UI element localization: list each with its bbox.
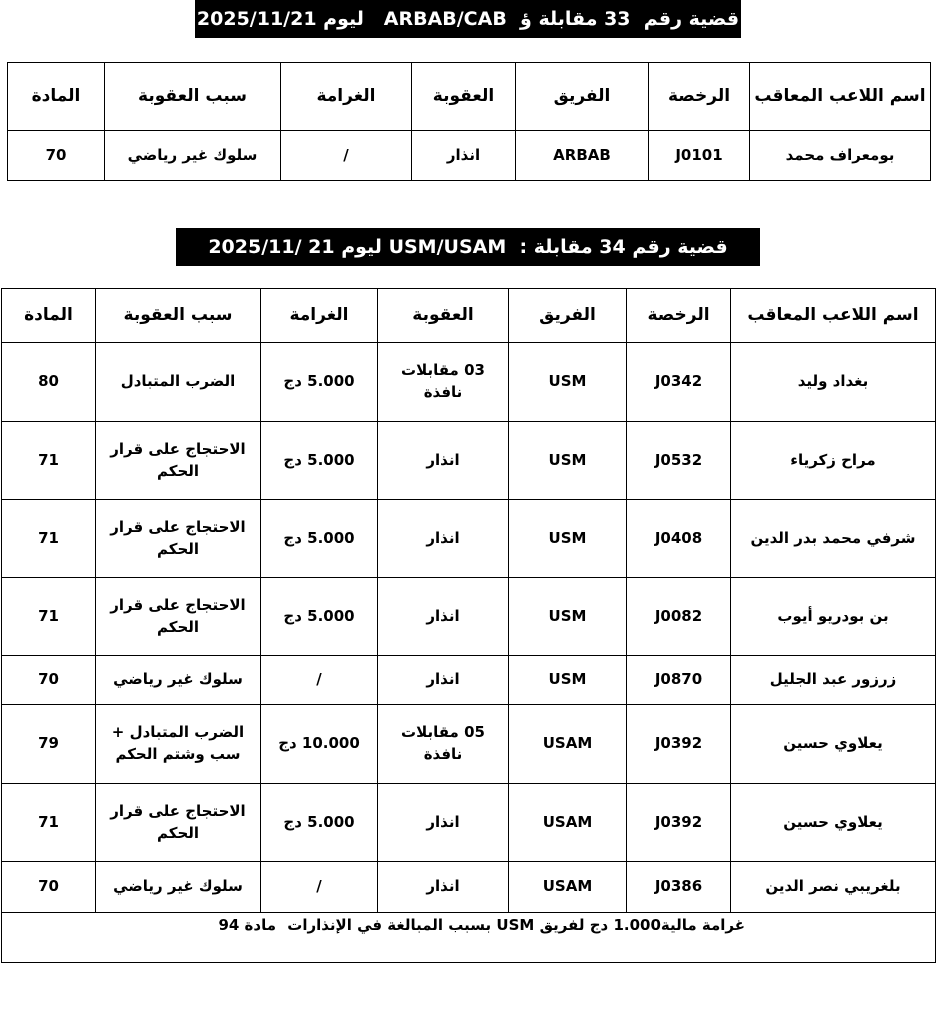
cell-reason: الاحتجاج على قرار الحكم (96, 500, 261, 578)
table-row (2, 784, 936, 862)
cell-fine: 10.000 دج (261, 705, 378, 784)
cell-team: USM (509, 656, 627, 705)
cell-sanction: انذار (378, 578, 509, 656)
header-team: الفريق (516, 63, 649, 131)
cell-article: 71 (2, 500, 96, 578)
cell-license: J0101 (649, 131, 750, 181)
table-header-row (2, 289, 936, 343)
cell-article: 70 (2, 862, 96, 913)
table-row (2, 500, 936, 578)
cell-team: USM (509, 343, 627, 422)
cell-fine: / (261, 656, 378, 705)
cell-team: USM (509, 578, 627, 656)
cell-license: J0392 (627, 705, 731, 784)
header-player-name: اسم اللاعب المعاقب (750, 63, 931, 131)
cell-player-name: بومعراف محمد (750, 131, 931, 181)
header-sanction: العقوبة (412, 63, 516, 131)
cell-license: J0408 (627, 500, 731, 578)
cell-license: J0342 (627, 343, 731, 422)
cell-sanction: انذار (378, 422, 509, 500)
header-sanction: العقوبة (378, 289, 509, 343)
cell-fine: 5.000 دج (261, 784, 378, 862)
table-row (2, 422, 936, 500)
cell-reason: سلوك غير رياضي (105, 131, 281, 181)
cell-team: USAM (509, 784, 627, 862)
case-34-table (1, 288, 936, 963)
cell-sanction: 05 مقابلات نافذة (378, 705, 509, 784)
note-text: غرامة مالية1.000 دج لفريق USM بسبب المبالغة في الإنذارات (287, 916, 745, 934)
cell-reason: سلوك غير رياضي (96, 656, 261, 705)
cell-reason: الضرب المتبادل + سب وشتم الحكم (96, 705, 261, 784)
cell-article: 80 (2, 343, 96, 422)
cell-article: 71 (2, 784, 96, 862)
header-player-name: اسم اللاعب المعاقب (731, 289, 936, 343)
cell-reason: الاحتجاج على قرار الحكم (96, 422, 261, 500)
cell-player-name: يعلاوي حسين (731, 705, 936, 784)
cell-player-name: زرزور عبد الجليل (731, 656, 936, 705)
cell-player-name: مراح زكرياء (731, 422, 936, 500)
cell-license: J0386 (627, 862, 731, 913)
team-fine-note (2, 913, 936, 963)
case-33-title: قضية رقم 33 مقابلة ؤ ARBAB/CAB ليوم 2025/11/21 (195, 0, 741, 38)
cell-license: J0082 (627, 578, 731, 656)
table-row (2, 343, 936, 422)
cell-team: USM (509, 422, 627, 500)
cell-player-name: بغداد وليد (731, 343, 936, 422)
cell-team: ARBAB (516, 131, 649, 181)
cell-player-name: بلغريبي نصر الدين (731, 862, 936, 913)
cell-license: J0532 (627, 422, 731, 500)
cell-fine: 5.000 دج (261, 343, 378, 422)
note-row (2, 913, 936, 963)
case-33-table (7, 62, 931, 181)
cell-license: J0870 (627, 656, 731, 705)
cell-sanction: انذار (378, 784, 509, 862)
cell-sanction: انذار (378, 656, 509, 705)
note-article: مادة 94 (218, 916, 277, 934)
header-article: المادة (8, 63, 105, 131)
header-license: الرخصة (627, 289, 731, 343)
header-fine: الغرامة (261, 289, 378, 343)
cell-player-name: يعلاوي حسين (731, 784, 936, 862)
cell-article: 70 (8, 131, 105, 181)
cell-sanction: انذار (378, 862, 509, 913)
cell-sanction: انذار (378, 500, 509, 578)
header-fine: الغرامة (281, 63, 412, 131)
cell-license: J0392 (627, 784, 731, 862)
cell-fine: 5.000 دج (261, 500, 378, 578)
cell-reason: الاحتجاج على قرار الحكم (96, 784, 261, 862)
table-header-row (8, 63, 931, 131)
cell-team: USM (509, 500, 627, 578)
cell-sanction: 03 مقابلات نافذة (378, 343, 509, 422)
case-34-title: قضية رقم 34 مقابلة : USM/USAM ليوم 21 /2025/11 (176, 228, 760, 266)
cell-reason: الاحتجاج على قرار الحكم (96, 578, 261, 656)
header-reason: سبب العقوبة (96, 289, 261, 343)
header-team: الفريق (509, 289, 627, 343)
header-license: الرخصة (649, 63, 750, 131)
cell-player-name: شرفي محمد بدر الدين (731, 500, 936, 578)
cell-player-name: بن بودريو أيوب (731, 578, 936, 656)
table-row (2, 578, 936, 656)
table-row (2, 705, 936, 784)
cell-fine: 5.000 دج (261, 578, 378, 656)
cell-fine: / (281, 131, 412, 181)
cell-article: 71 (2, 578, 96, 656)
cell-reason: الضرب المتبادل (96, 343, 261, 422)
cell-team: USAM (509, 862, 627, 913)
table-row (2, 862, 936, 913)
header-article: المادة (2, 289, 96, 343)
cell-reason: سلوك غير رياضي (96, 862, 261, 913)
cell-fine: / (261, 862, 378, 913)
cell-article: 79 (2, 705, 96, 784)
cell-fine: 5.000 دج (261, 422, 378, 500)
header-reason: سبب العقوبة (105, 63, 281, 131)
table-row (2, 656, 936, 705)
cell-team: USAM (509, 705, 627, 784)
cell-article: 70 (2, 656, 96, 705)
table-row (8, 131, 931, 181)
cell-article: 71 (2, 422, 96, 500)
cell-sanction: انذار (412, 131, 516, 181)
